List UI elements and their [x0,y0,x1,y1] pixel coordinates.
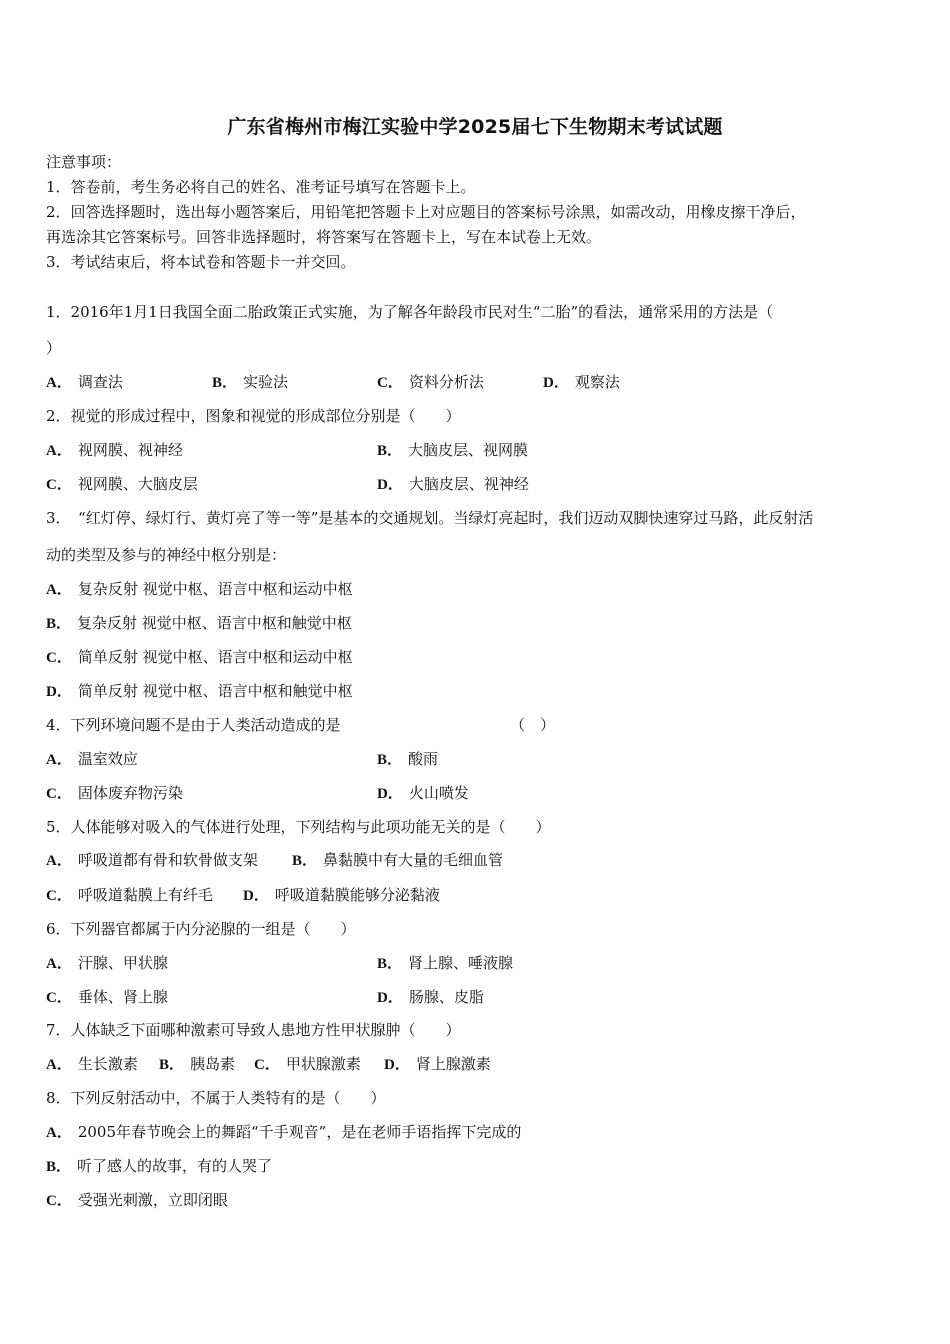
question-8-option-a [46,1122,521,1143]
option-text: 简单反射 视觉中枢、语言中枢和运动中枢 [77,648,353,666]
question-7-option-d [384,1054,491,1075]
option-label: A． [46,752,72,768]
option-text: 2005年春节晚会上的舞蹈“千手观音”，是在老师手语指挥下完成的 [77,1123,522,1141]
question-7-stem: 7．人体缺乏下面哪种激素可导致人患地方性甲状腺肿（ ） [46,1021,461,1039]
question-6-option-d [377,987,484,1008]
option-text: 肠腺、皮脂 [408,988,484,1006]
option-label: D． [543,375,569,391]
question-3-option-d [46,681,353,702]
option-label: C． [46,650,72,666]
option-text: 复杂反射 视觉中枢、语言中枢和触觉中枢 [77,614,352,632]
option-label: B． [46,616,72,632]
question-5-option-c [46,885,213,906]
option-label: C． [46,477,72,493]
option-label: A． [46,1125,72,1141]
notice-item-1: 1．答卷前，考生务必将自己的姓名、准考证号填写在答题卡上。 [46,178,476,196]
question-3-stem-cont: 动的类型及参与的神经中枢分别是： [46,546,287,564]
option-text: 视网膜、视神经 [77,441,183,459]
option-label: A． [46,853,72,869]
option-label: C． [46,990,72,1006]
option-label: D． [377,786,403,802]
question-7-option-a [46,1054,138,1075]
option-text: 调查法 [77,373,123,391]
question-1-stem-cont: ） [46,339,62,357]
option-label: C． [377,375,403,391]
question-3-option-b [46,613,352,634]
option-text: 大脑皮层、视神经 [408,475,529,493]
option-text: 肾上腺激素 [415,1055,491,1073]
question-7-option-c [254,1054,361,1075]
question-4-answer-paren: （ ） [510,716,556,734]
option-label: B． [159,1057,185,1073]
option-label: B． [377,443,403,459]
question-5-option-b [292,850,503,871]
question-4-stem: 4．下列环境问题不是由于人类活动造成的是 [46,716,341,734]
option-text: 复杂反射 视觉中枢、语言中枢和运动中枢 [77,580,353,598]
question-5-option-d [243,885,440,906]
question-7-option-b [159,1054,235,1075]
notice-heading: 注意事项： [46,153,122,171]
option-text: 呼吸道都有骨和软骨做支架 [77,851,258,869]
question-4-option-d [377,783,469,804]
option-label: D． [46,684,72,700]
notice-item-2a: 2．回答选择题时，选出每小题答案后，用铅笔把答题卡上对应题目的答案标号涂黑，如需改动，用橡皮擦干净后， [46,203,806,221]
option-label: A． [46,582,72,598]
option-label: B． [212,375,238,391]
option-text: 火山喷发 [408,784,469,802]
option-text: 听了感人的故事，有的人哭了 [77,1157,273,1175]
question-4-option-b [377,749,438,770]
option-text: 鼻黏膜中有大量的毛细血管 [323,851,504,869]
option-label: A． [46,1057,72,1073]
option-text: 胰岛素 [190,1055,236,1073]
question-3-option-a [46,579,353,600]
question-4-option-a [46,749,138,770]
question-8-option-c [46,1190,228,1211]
option-text: 呼吸道黏膜上有纤毛 [77,886,213,904]
option-label: D． [377,990,403,1006]
option-label: C． [46,888,72,904]
question-2-stem: 2．视觉的形成过程中，图象和视觉的形成部位分别是（ ） [46,407,461,425]
question-1-option-d [543,372,620,393]
question-8-stem: 8．下列反射活动中，不属于人类特有的是（ ） [46,1089,386,1107]
notice-item-2b: 再选涂其它答案标号。回答非选择题时，将答案写在答题卡上，写在本试卷上无效。 [46,228,602,246]
option-text: 垂体、肾上腺 [77,988,168,1006]
option-text: 视网膜、大脑皮层 [77,475,198,493]
option-label: B． [377,752,403,768]
option-label: C． [254,1057,280,1073]
option-text: 简单反射 视觉中枢、语言中枢和触觉中枢 [77,682,353,700]
question-8-option-b [46,1156,272,1177]
option-text: 资料分析法 [408,373,484,391]
option-text: 汗腺、甲状腺 [77,954,168,972]
notice-item-3: 3．考试结束后，将本试卷和答题卡一并交回。 [46,253,356,271]
option-label: A． [46,956,72,972]
question-6-option-a [46,953,168,974]
question-6-option-c [46,987,168,1008]
option-label: D． [384,1057,410,1073]
option-label: A． [46,443,72,459]
option-label: C． [46,786,72,802]
option-text: 观察法 [574,373,620,391]
question-5-stem: 5．人体能够对吸入的气体进行处理，下列结构与此项功能无关的是（ ） [46,818,551,836]
page-title: 广东省梅州市梅江实验中学2025届七下生物期末考试试题 [227,116,723,138]
question-1-option-a [46,372,123,393]
question-6-stem: 6．下列器官都属于内分泌腺的一组是（ ） [46,920,356,938]
question-2-option-c [46,474,198,495]
option-text: 实验法 [243,373,289,391]
option-label: B． [377,956,403,972]
question-2-option-a [46,440,183,461]
question-6-option-b [377,953,513,974]
question-3-stem: 3． “红灯停、绿灯行、黄灯亮了等一等”是基本的交通规划。当绿灯亮起时，我们迈动双脚快速穿过马路，此反射活 [46,509,814,527]
option-label: D． [243,888,269,904]
question-1-option-c [377,372,484,393]
option-text: 呼吸道黏膜能够分泌黏液 [274,886,440,904]
question-2-option-b [377,440,528,461]
option-text: 甲状腺激素 [285,1055,361,1073]
question-1-stem: 1．2016年1月1日我国全面二胎政策正式实施，为了解各年龄段市民对生“二胎”的看法，通常采用的方法是（ [46,303,774,321]
option-text: 固体废弃物污染 [77,784,183,802]
question-5-option-a [46,850,258,871]
question-1-option-b [212,372,288,393]
option-text: 生长激素 [77,1055,138,1073]
question-4-option-c [46,783,183,804]
option-label: A． [46,375,72,391]
option-label: C． [46,1193,72,1209]
option-text: 大脑皮层、视网膜 [408,441,529,459]
option-text: 受强光刺激，立即闭眼 [77,1191,228,1209]
option-label: D． [377,477,403,493]
option-label: B． [292,853,318,869]
option-text: 酸雨 [408,750,439,768]
question-2-option-d [377,474,529,495]
option-text: 温室效应 [77,750,138,768]
option-text: 肾上腺、唾液腺 [408,954,514,972]
option-label: B． [46,1159,72,1175]
question-3-option-c [46,647,353,668]
